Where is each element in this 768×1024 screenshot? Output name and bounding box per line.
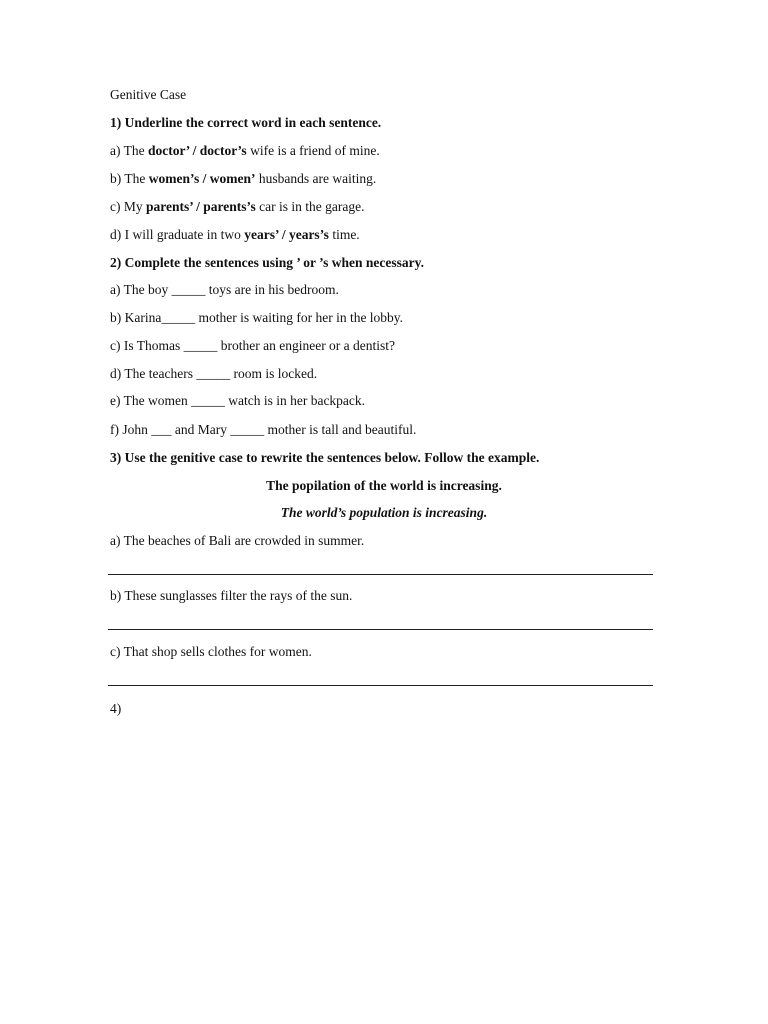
section2-heading: 2) Complete the sentences using ’ or ’s when necessary.: [110, 255, 424, 270]
section2-item-b: b) Karina_____ mother is waiting for her in the lobby.: [110, 310, 404, 325]
answer-line-c: [108, 685, 653, 686]
section3-item-c: c) That shop sells clothes for women.: [110, 644, 312, 659]
page-title: Genitive Case: [110, 87, 187, 102]
section1-item-c: c) My parents’ / parents’s car is in the garage.: [110, 199, 365, 214]
section2-item-a: a) The boy _____ toys are in his bedroom.: [110, 282, 339, 297]
section3-item-b: b) These sunglasses filter the rays of the sun.: [110, 588, 353, 603]
section1-item-d: d) I will graduate in two years’ / years’s time.: [110, 227, 360, 242]
section2-item-c: c) Is Thomas _____ brother an engineer or a dentist?: [110, 338, 396, 353]
section3-item-a: a) The beaches of Bali are crowded in summer.: [110, 533, 365, 548]
section3-heading: 3) Use the genitive case to rewrite the sentences below. Follow the example.: [110, 450, 540, 465]
answer-line-a: [108, 574, 653, 575]
section1-item-b: b) The women’s / women’ husbands are waiting.: [110, 171, 377, 186]
section2-item-e: e) The women _____ watch is in her backpack.: [110, 393, 366, 408]
section3-example-question: The popilation of the world is increasing.: [266, 478, 502, 493]
section2-item-d: d) The teachers _____ room is locked.: [110, 366, 318, 381]
answer-line-b: [108, 629, 653, 630]
section1-item-a: a) The doctor’ / doctor’s wife is a friend of mine.: [110, 143, 380, 158]
section1-heading: 1) Underline the correct word in each sentence.: [110, 115, 382, 130]
section3-example-answer: The world’s population is increasing.: [280, 505, 488, 520]
section2-item-f: f) John ___ and Mary _____ mother is tall and beautiful.: [110, 422, 417, 437]
section4-label: 4): [110, 701, 122, 716]
